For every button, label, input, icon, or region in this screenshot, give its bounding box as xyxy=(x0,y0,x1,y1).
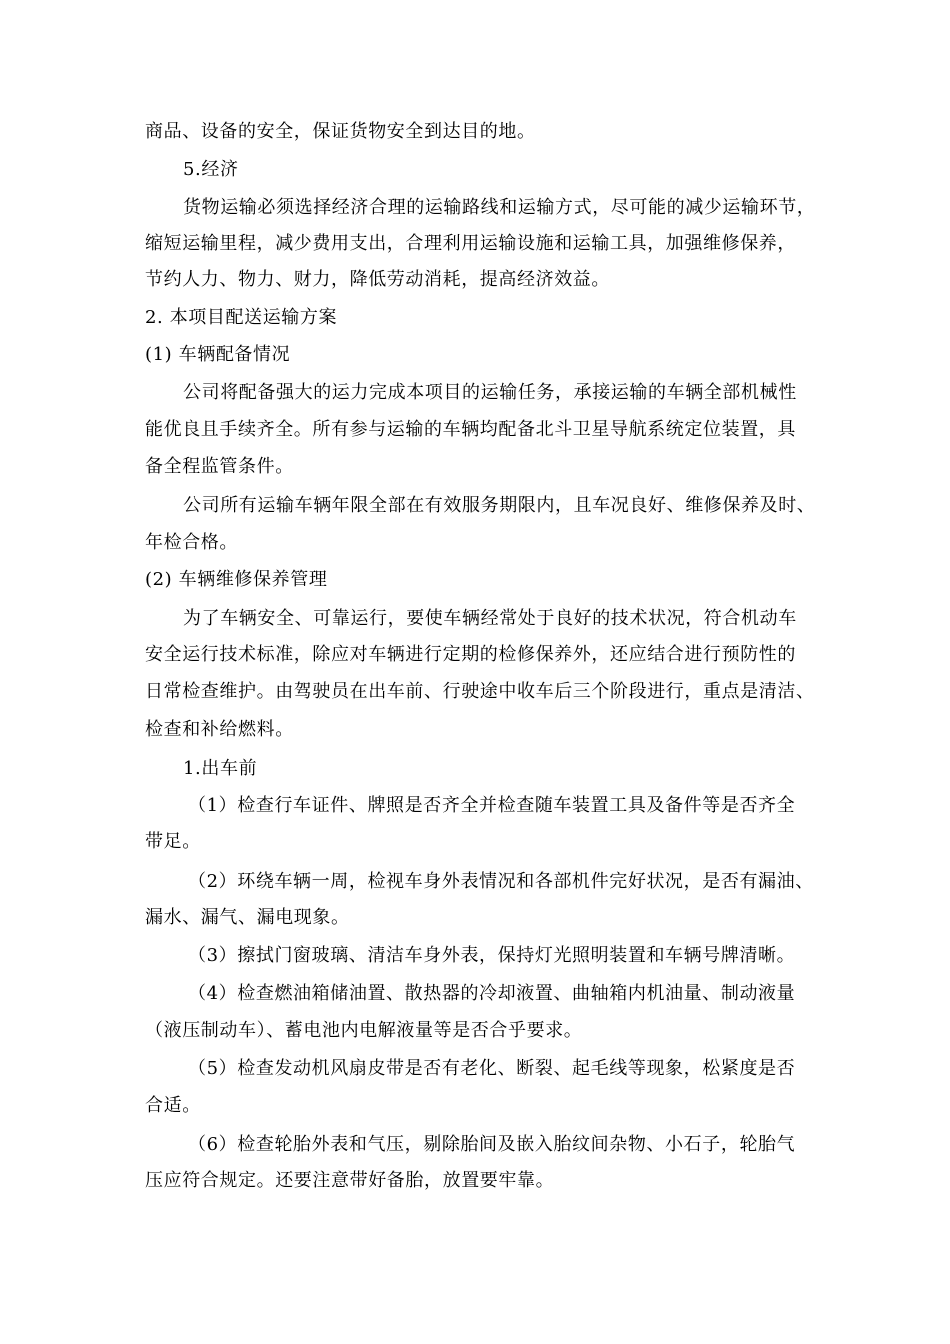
section-heading: 5.经济 xyxy=(183,159,239,180)
text-line: 为了车辆安全、可靠运行，要使车辆经常处于良好的技术状况，符合机动车 xyxy=(183,608,797,629)
text-line: 压应符合规定。还要注意带好备胎，放置要牢靠。 xyxy=(145,1170,555,1191)
list-item: （2）环绕车辆一周，检视车身外表情况和各部机件完好状况，是否有漏油、 xyxy=(188,871,814,892)
text-line: 安全运行技术标准，除应对车辆进行定期的检修保养外，还应结合进行预防性的 xyxy=(145,644,796,665)
text-line: 商品、设备的安全，保证货物安全到达目的地。 xyxy=(145,121,536,142)
section-heading: 1.出车前 xyxy=(183,758,258,779)
text-line: 检查和补给燃料。 xyxy=(145,719,294,740)
text-line: 节约人力、物力、财力，降低劳动消耗，提高经济效益。 xyxy=(145,269,610,290)
text-line: 漏水、漏气、漏电现象。 xyxy=(145,907,350,928)
text-line: （液压制动车）、蓄电池内电解液量等是否合乎要求。 xyxy=(145,1020,583,1041)
text-line: 年检合格。 xyxy=(145,532,238,553)
text-line: 缩短运输里程，减少费用支出，合理利用运输设施和运输工具，加强维修保养， xyxy=(145,233,796,254)
list-item: （6）检查轮胎外表和气压，剔除胎间及嵌入胎纹间杂物、小石子，轮胎气 xyxy=(188,1134,796,1155)
subsection-heading: (2) 车辆维修保养管理 xyxy=(145,569,328,590)
subsection-heading: (1) 车辆配备情况 xyxy=(145,344,291,365)
text-line: 合适。 xyxy=(145,1095,201,1116)
text-line: 公司所有运输车辆年限全部在有效服务期限内，且车况良好、维修保养及时、 xyxy=(183,495,816,516)
text-line: 带足。 xyxy=(145,831,201,852)
text-line: 货物运输必须选择经济合理的运输路线和运输方式，尽可能的减少运输环节， xyxy=(183,197,816,218)
text-line: 备全程监管条件。 xyxy=(145,456,294,477)
list-item: （1）检查行车证件、牌照是否齐全并检查随车装置工具及备件等是否齐全 xyxy=(188,795,796,816)
list-item: （3）擦拭门窗玻璃、清洁车身外表，保持灯光照明装置和车辆号牌清晰。 xyxy=(188,945,796,966)
list-item: （4）检查燃油箱储油置、散热器的冷却液置、曲轴箱内机油量、制动液量 xyxy=(188,983,796,1004)
text-line: 公司将配备强大的运力完成本项目的运输任务，承接运输的车辆全部机械性 xyxy=(183,382,797,403)
list-item: （5）检查发动机风扇皮带是否有老化、断裂、起毛线等现象，松紧度是否 xyxy=(188,1058,796,1079)
text-line: 能优良且手续齐全。所有参与运输的车辆均配备北斗卫星导航系统定位装置，具 xyxy=(145,419,796,440)
section-heading: 2. 本项目配送运输方案 xyxy=(145,307,338,328)
text-line: 日常检查维护。由驾驶员在出车前、行驶途中收车后三个阶段进行，重点是清洁、 xyxy=(145,681,815,702)
